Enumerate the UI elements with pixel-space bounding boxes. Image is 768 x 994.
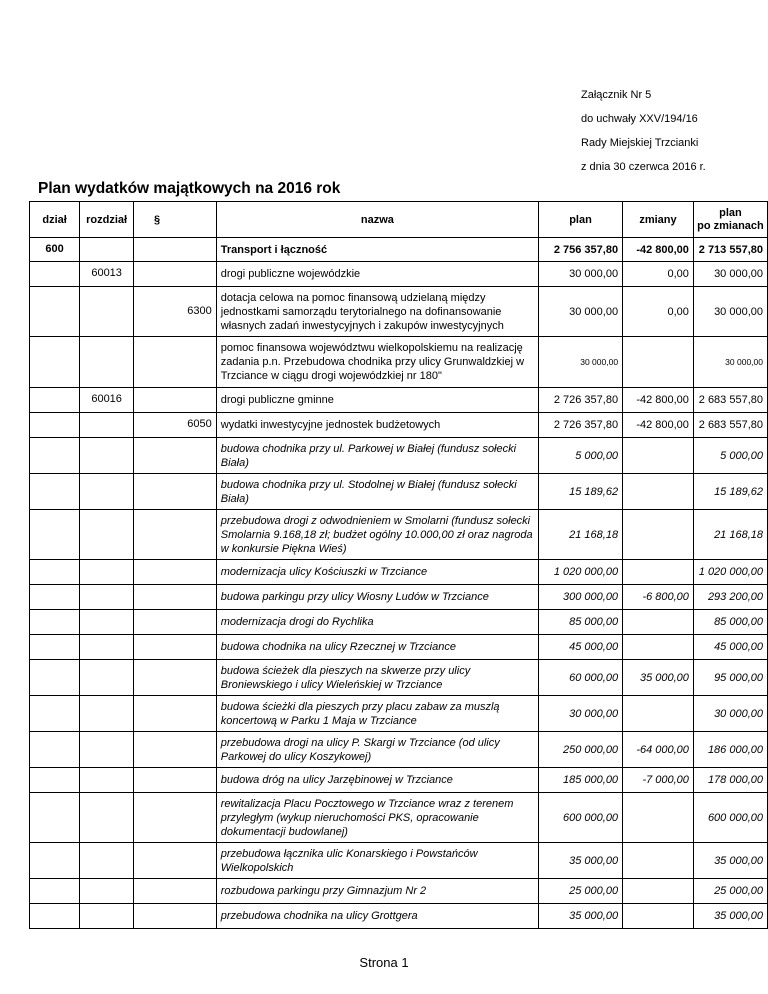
cell-nazwa: modernizacja ulicy Kościuszki w Trzciance	[216, 560, 538, 585]
table-row	[30, 732, 768, 768]
cell-nazwa: przebudowa chodnika na ulicy Grottgera	[216, 904, 538, 929]
header-plan-po-zmianach	[693, 202, 767, 238]
table-row	[30, 510, 768, 560]
cell-plan-po-zmianach: 95 000,00	[693, 660, 767, 696]
cell-plan: 300 000,00	[538, 585, 622, 610]
cell-plan-po-zmianach: 35 000,00	[693, 843, 767, 879]
cell-zmiany: 0,00	[623, 262, 694, 287]
table-row	[30, 438, 768, 474]
cell-nazwa: przebudowa łącznika ulic Konarskiego i Powstańców Wielkopolskich	[216, 843, 538, 879]
cell-rozdzial	[80, 413, 134, 438]
cell-paragraf	[134, 585, 217, 610]
cell-plan-po-zmianach: 293 200,00	[693, 585, 767, 610]
cell-zmiany: -7 000,00	[623, 768, 694, 793]
table-header-row	[30, 202, 768, 238]
cell-plan-po-zmianach: 21 168,18	[693, 510, 767, 560]
cell-paragraf	[134, 238, 217, 262]
cell-zmiany	[623, 635, 694, 660]
table-row	[30, 337, 768, 388]
cell-paragraf	[134, 732, 217, 768]
cell-plan: 21 168,18	[538, 510, 622, 560]
cell-rozdzial: 60013	[80, 262, 134, 287]
annex-line-3: Rady Miejskiej Trzcianki	[581, 137, 699, 149]
cell-nazwa: drogi publiczne wojewódzkie	[216, 262, 538, 287]
cell-rozdzial	[80, 660, 134, 696]
cell-paragraf	[134, 610, 217, 635]
cell-plan-po-zmianach: 30 000,00	[693, 337, 767, 388]
cell-rozdzial	[80, 238, 134, 262]
cell-paragraf	[134, 768, 217, 793]
cell-rozdzial	[80, 696, 134, 732]
cell-plan: 35 000,00	[538, 904, 622, 929]
header-nazwa: nazwa	[216, 202, 538, 238]
table-row	[30, 262, 768, 287]
table-row	[30, 660, 768, 696]
cell-paragraf	[134, 696, 217, 732]
cell-zmiany	[623, 904, 694, 929]
cell-dzial	[30, 793, 80, 843]
cell-dzial	[30, 287, 80, 337]
cell-rozdzial	[80, 438, 134, 474]
cell-paragraf	[134, 474, 217, 510]
annex-line-4: z dnia 30 czerwca 2016 r.	[581, 161, 706, 173]
table-row	[30, 287, 768, 337]
header-plan: plan	[538, 202, 622, 238]
cell-zmiany	[623, 438, 694, 474]
cell-rozdzial	[80, 287, 134, 337]
cell-plan: 2 756 357,80	[538, 238, 622, 262]
expenditure-table	[29, 201, 768, 929]
cell-plan-po-zmianach: 2 683 557,80	[693, 388, 767, 413]
cell-rozdzial	[80, 843, 134, 879]
cell-plan: 85 000,00	[538, 610, 622, 635]
cell-nazwa: budowa chodnika przy ul. Parkowej w Białej (fundusz sołecki Biała)	[216, 438, 538, 474]
cell-dzial	[30, 732, 80, 768]
cell-zmiany: -42 800,00	[623, 238, 694, 262]
cell-plan: 25 000,00	[538, 879, 622, 904]
cell-zmiany	[623, 337, 694, 388]
cell-plan-po-zmianach: 45 000,00	[693, 635, 767, 660]
cell-paragraf	[134, 879, 217, 904]
cell-rozdzial	[80, 337, 134, 388]
cell-plan: 2 726 357,80	[538, 388, 622, 413]
cell-plan: 2 726 357,80	[538, 413, 622, 438]
cell-rozdzial: 60016	[80, 388, 134, 413]
cell-dzial	[30, 843, 80, 879]
cell-plan-po-zmianach: 186 000,00	[693, 732, 767, 768]
cell-nazwa: Transport i łączność	[216, 238, 538, 262]
cell-dzial	[30, 413, 80, 438]
cell-paragraf	[134, 635, 217, 660]
document-title: Plan wydatków majątkowych na 2016 rok	[38, 180, 341, 197]
cell-dzial	[30, 474, 80, 510]
table-row	[30, 768, 768, 793]
cell-zmiany	[623, 474, 694, 510]
cell-dzial: 600	[30, 238, 80, 262]
cell-plan: 185 000,00	[538, 768, 622, 793]
cell-rozdzial	[80, 635, 134, 660]
cell-paragraf	[134, 388, 217, 413]
cell-plan-po-zmianach: 1 020 000,00	[693, 560, 767, 585]
header-plan-po-line-2: po zmianach	[697, 219, 764, 232]
table-row	[30, 610, 768, 635]
cell-plan-po-zmianach: 30 000,00	[693, 287, 767, 337]
cell-dzial	[30, 660, 80, 696]
cell-plan: 1 020 000,00	[538, 560, 622, 585]
table-row	[30, 696, 768, 732]
cell-dzial	[30, 635, 80, 660]
cell-dzial	[30, 510, 80, 560]
cell-plan: 30 000,00	[538, 262, 622, 287]
cell-nazwa: budowa parkingu przy ulicy Wiosny Ludów w Trzciance	[216, 585, 538, 610]
table-row	[30, 238, 768, 262]
cell-paragraf	[134, 843, 217, 879]
page-footer: Strona 1	[359, 955, 409, 970]
cell-paragraf: 6050	[134, 413, 217, 438]
cell-plan-po-zmianach: 25 000,00	[693, 879, 767, 904]
cell-rozdzial	[80, 732, 134, 768]
header-dzial: dział	[30, 202, 80, 238]
cell-paragraf	[134, 904, 217, 929]
table-row	[30, 843, 768, 879]
cell-dzial	[30, 438, 80, 474]
cell-paragraf	[134, 560, 217, 585]
cell-rozdzial	[80, 474, 134, 510]
cell-nazwa: budowa ścieżki dla pieszych przy placu zabaw za muszlą koncertową w Parku 1 Maja w Trzciance	[216, 696, 538, 732]
cell-nazwa: budowa dróg na ulicy Jarzębinowej w Trzciance	[216, 768, 538, 793]
cell-paragraf	[134, 262, 217, 287]
cell-dzial	[30, 879, 80, 904]
cell-zmiany: 35 000,00	[623, 660, 694, 696]
cell-zmiany	[623, 879, 694, 904]
cell-zmiany: -42 800,00	[623, 388, 694, 413]
cell-plan-po-zmianach: 35 000,00	[693, 904, 767, 929]
cell-zmiany	[623, 843, 694, 879]
cell-zmiany: -64 000,00	[623, 732, 694, 768]
cell-paragraf	[134, 793, 217, 843]
cell-nazwa: przebudowa drogi z odwodnieniem w Smolarni (fundusz sołecki Smolarnia 9.168,18 zł; budżet ogólny 10.000,00 zł oraz nagroda w konkursie Piękna Wieś)	[216, 510, 538, 560]
cell-dzial	[30, 904, 80, 929]
table-row	[30, 388, 768, 413]
cell-plan: 5 000,00	[538, 438, 622, 474]
cell-rozdzial	[80, 904, 134, 929]
cell-plan-po-zmianach: 2 683 557,80	[693, 413, 767, 438]
cell-zmiany: 0,00	[623, 287, 694, 337]
annex-line-1: Załącznik Nr 5	[581, 89, 652, 101]
cell-nazwa: pomoc finansowa województwu wielkopolskiemu na realizację zadania p.n. Przebudowa chodnika przy ulicy Grunwaldzkiej w Trzciance w ciągu drogi wojewódzkiej nr 180"	[216, 337, 538, 388]
table-row	[30, 560, 768, 585]
cell-zmiany	[623, 510, 694, 560]
cell-nazwa: przebudowa drogi na ulicy P. Skargi w Trzciance (od ulicy Parkowej do ulicy Koszykowej)	[216, 732, 538, 768]
table-row	[30, 585, 768, 610]
cell-dzial	[30, 610, 80, 635]
cell-plan-po-zmianach: 15 189,62	[693, 474, 767, 510]
table-row	[30, 413, 768, 438]
header-rozdzial: rozdział	[80, 202, 134, 238]
cell-dzial	[30, 388, 80, 413]
cell-nazwa: drogi publiczne gminne	[216, 388, 538, 413]
cell-nazwa: modernizacja drogi do Rychlika	[216, 610, 538, 635]
cell-rozdzial	[80, 610, 134, 635]
cell-nazwa: budowa chodnika przy ul. Stodolnej w Białej (fundusz sołecki Biała)	[216, 474, 538, 510]
cell-nazwa: wydatki inwestycyjne jednostek budżetowych	[216, 413, 538, 438]
cell-nazwa: rewitalizacja Placu Pocztowego w Trzciance wraz z terenem przyległym (wykup nieruchomości PKS, opracowanie dokumentacji budowlanej)	[216, 793, 538, 843]
table-row	[30, 904, 768, 929]
cell-paragraf	[134, 438, 217, 474]
cell-plan-po-zmianach: 600 000,00	[693, 793, 767, 843]
cell-rozdzial	[80, 768, 134, 793]
cell-plan: 600 000,00	[538, 793, 622, 843]
header-paragraf: §	[134, 202, 217, 238]
cell-plan-po-zmianach: 30 000,00	[693, 696, 767, 732]
cell-zmiany	[623, 610, 694, 635]
cell-plan-po-zmianach: 178 000,00	[693, 768, 767, 793]
cell-nazwa: budowa chodnika na ulicy Rzecznej w Trzciance	[216, 635, 538, 660]
cell-zmiany	[623, 793, 694, 843]
cell-dzial	[30, 337, 80, 388]
cell-plan-po-zmianach: 5 000,00	[693, 438, 767, 474]
cell-nazwa: rozbudowa parkingu przy Gimnazjum Nr 2	[216, 879, 538, 904]
table-body	[30, 238, 768, 929]
cell-plan: 30 000,00	[538, 337, 622, 388]
cell-plan: 35 000,00	[538, 843, 622, 879]
cell-dzial	[30, 768, 80, 793]
cell-plan: 30 000,00	[538, 696, 622, 732]
cell-nazwa: budowa ścieżek dla pieszych na skwerze przy ulicy Broniewskiego i ulicy Wieleńskiej w Trzciance	[216, 660, 538, 696]
cell-plan-po-zmianach: 2 713 557,80	[693, 238, 767, 262]
cell-paragraf	[134, 510, 217, 560]
table-row	[30, 474, 768, 510]
cell-paragraf: 6300	[134, 287, 217, 337]
cell-rozdzial	[80, 585, 134, 610]
cell-rozdzial	[80, 510, 134, 560]
cell-rozdzial	[80, 560, 134, 585]
cell-paragraf	[134, 660, 217, 696]
table-row	[30, 879, 768, 904]
cell-plan-po-zmianach: 85 000,00	[693, 610, 767, 635]
cell-dzial	[30, 560, 80, 585]
cell-zmiany	[623, 560, 694, 585]
header-plan-po-line-1: plan	[719, 206, 742, 219]
cell-plan: 30 000,00	[538, 287, 622, 337]
cell-plan: 45 000,00	[538, 635, 622, 660]
table-row	[30, 635, 768, 660]
cell-plan: 60 000,00	[538, 660, 622, 696]
cell-dzial	[30, 262, 80, 287]
cell-nazwa: dotacja celowa na pomoc finansową udzielaną między jednostkami samorządu terytorialnego na dofinansowanie własnych zadań inwestycyjnych i zakupów inwestycyjnych	[216, 287, 538, 337]
cell-dzial	[30, 696, 80, 732]
header-zmiany: zmiany	[623, 202, 694, 238]
cell-zmiany: -42 800,00	[623, 413, 694, 438]
table-row	[30, 793, 768, 843]
annex-line-2: do uchwały XXV/194/16	[581, 113, 698, 125]
cell-plan: 15 189,62	[538, 474, 622, 510]
cell-zmiany	[623, 696, 694, 732]
cell-rozdzial	[80, 879, 134, 904]
cell-plan-po-zmianach: 30 000,00	[693, 262, 767, 287]
cell-rozdzial	[80, 793, 134, 843]
cell-paragraf	[134, 337, 217, 388]
cell-dzial	[30, 585, 80, 610]
cell-plan: 250 000,00	[538, 732, 622, 768]
cell-zmiany: -6 800,00	[623, 585, 694, 610]
